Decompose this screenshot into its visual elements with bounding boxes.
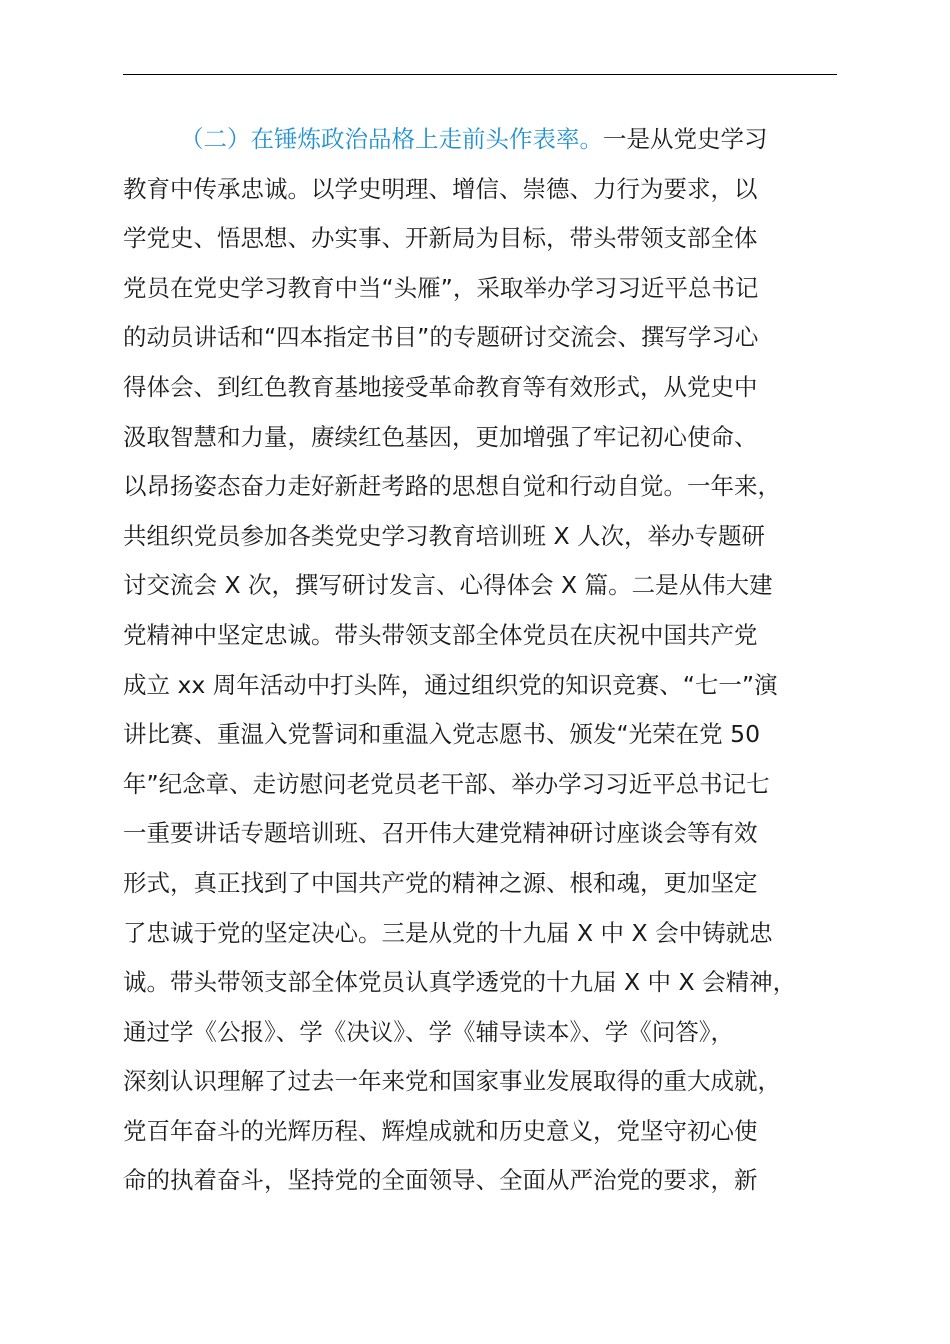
text-line: 了忠诚于党的坚定决心。三是从党的十九届 X 中 X 会中铸就忠 [123,918,773,947]
text-line: 讨交流会 X 次，撰写研讨发言、心得体会 X 篇。二是从伟大建 [123,571,773,600]
text-line: 诚。带头带领支部全体党员认真学透党的十九届 X 中 X 会精神， [123,968,797,997]
text-line: 年”纪念章、走访慰问老党员老干部、举办学习习近平总书记七 [123,769,770,798]
section-heading: （二）在锤炼政治品格上走前头作表率。 [180,125,603,153]
text-line: 讲比赛、重温入党誓词和重温入党志愿书、颁发“光荣在党 50 [123,720,761,749]
text-line: 党精神中坚定忠诚。带头带领支部全体党员在庆祝中国共产党 [123,620,758,649]
text-line: 一是从党史学习 [603,125,768,153]
text-line: 汲取智慧和力量，赓续红色基因，更加增强了牢记初心使命、 [123,422,758,451]
text-line: 党百年奋斗的光辉历程、辉煌成就和历史意义，党坚守初心使 [123,1116,758,1145]
text-line: 学党史、悟思想、办实事、开新局为目标，带头带领支部全体 [123,224,758,253]
text-line: 命的执着奋斗，坚持党的全面领导、全面从严治党的要求，新 [123,1166,758,1195]
text-line: 的动员讲话和“四本指定书目”的专题研讨交流会、撰写学习心 [123,323,759,352]
paragraph-first-line [123,115,863,165]
body-text [123,115,863,1206]
text-line: 一重要讲话专题培训班、召开伟大建党精神研讨座谈会等有效 [123,819,758,848]
header-rule [123,74,837,75]
text-line: 成立 xx 周年活动中打头阵，通过组织党的知识竞赛、“七一”演 [123,670,778,699]
text-line: 教育中传承忠诚。以学史明理、增信、崇德、力行为要求，以 [123,174,758,203]
text-line: 以昂扬姿态奋力走好新赶考路的思想自觉和行动自觉。一年来， [123,472,781,501]
text-line: 党员在党史学习教育中当“头雁”，采取举办学习习近平总书记 [123,273,759,302]
text-line: 深刻认识理解了过去一年来党和国家事业发展取得的重大成就， [123,1067,781,1096]
text-line: 通过学《公报》、学《决议》、学《辅导读本》、学《问答》， [123,1017,734,1046]
text-line: 得体会、到红色教育基地接受革命教育等有效形式，从党史中 [123,372,758,401]
text-line: 形式，真正找到了中国共产党的精神之源、根和魂，更加坚定 [123,868,758,897]
text-line: 共组织党员参加各类党史学习教育培训班 X 人次，举办专题研 [123,521,766,550]
